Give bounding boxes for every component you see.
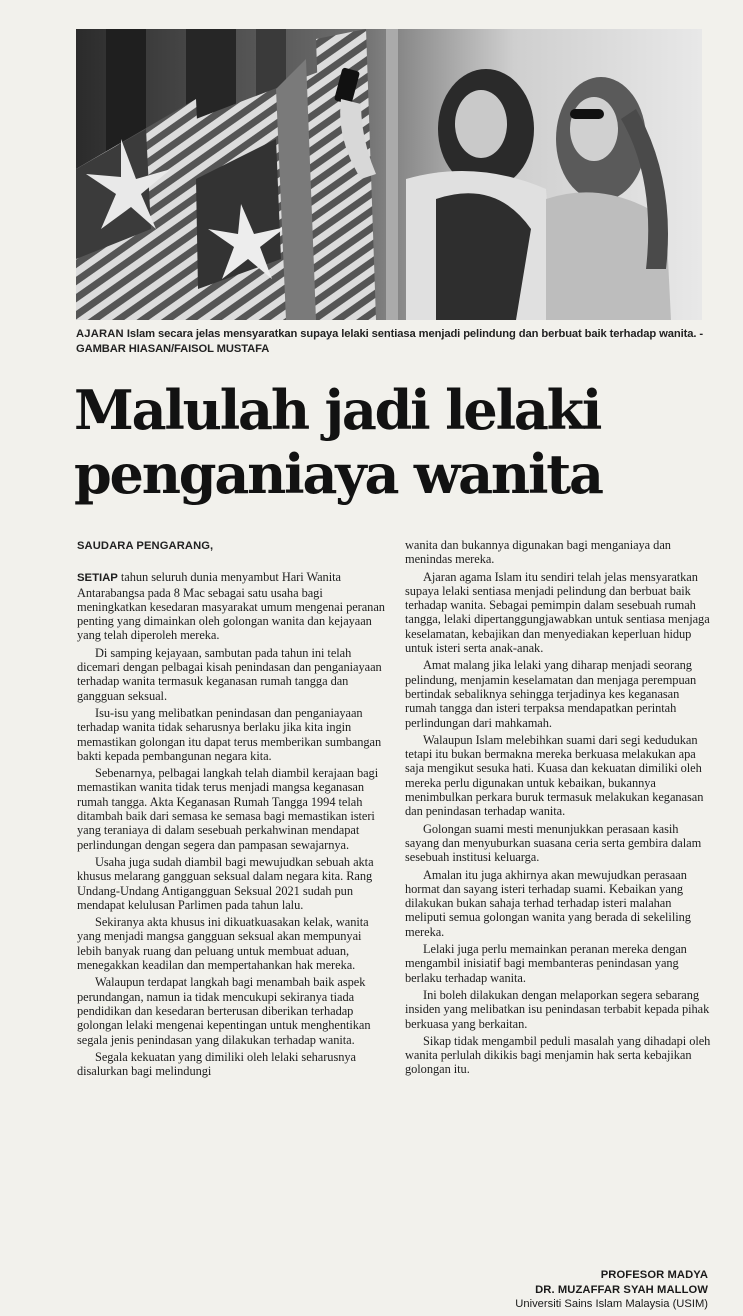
author-signature bbox=[515, 1268, 708, 1312]
author-name: DR. MUZAFFAR SYAH MALLOW bbox=[535, 1283, 708, 1296]
author-affiliation: Universiti Sains Islam Malaysia (USIM) bbox=[515, 1298, 708, 1310]
paragraph: Ini boleh dilakukan dengan melaporkan segera sebarang insiden yang melibatkan isu penindasan terbabit kepada pihak berkuasa yang berkaitan. bbox=[405, 987, 710, 1031]
paragraph: Sebenarnya, pelbagai langkah telah diambil kerajaan bagi memastikan wanita tidak terus menjadi mangsa keganasan rumah tangga. Akta Keganasan Rumah Tangga 1994 telah ditambah baik dari semasa ke semasa bagi memastikan isteri yang teraniaya di dalam sesebuah perkahwinan mendapat perlindungan dengan segera dan pampasan sewajarnya. bbox=[77, 766, 379, 852]
article-photo bbox=[76, 29, 702, 320]
paragraph: Golongan suami mesti menunjukkan perasaan kasih sayang dan menyuburkan suasana ceria serta gembira dalam sesebuah institusi keluarga. bbox=[405, 821, 702, 865]
photo-image bbox=[76, 29, 702, 320]
paragraph: Walaupun Islam melebihkan suami dari segi kedudukan tetapi itu bukan bermakna mereka berkuasa melakukan apa saja mengikut sesuka hati. Kuasa dan kekuatan dimiliki oleh mereka perlu digunakan untuk kebaikan, bukannya menimbulkan perkara buruk termasuk melakukan keganasan dan penindasan terhadap wanita. bbox=[405, 732, 704, 819]
caption-text: Islam secara jelas mensyaratkan supaya lelaki sentiasa menjadi pelindung dan berbuat baik terhadap wanita. - GAMBAR HIASAN/FAISOL MUSTAFA bbox=[76, 328, 703, 355]
paragraph: Isu-isu yang melibatkan penindasan dan penganiayaan terhadap wanita tidak seharusnya berlaku jika kita ingin memastikan golongan itu dapat terus memberikan sumbangan bakti kepada pembangunan negara kita. bbox=[77, 705, 382, 763]
paragraph: Amalan itu juga akhirnya akan mewujudkan perasaan hormat dan sayang isteri terhadap suami. Kebaikan yang dilakukan bukan sahaja terhad terhadap isteri malahan meliputi semua golongan wanita yang berada di sekeliling mereka. bbox=[405, 867, 691, 939]
paragraph: Usaha juga sudah diambil bagi mewujudkan sebuah akta khusus melarang gangguan seksual dalam negara kita. Rang Undang-Undang Antigangguan Seksual 2021 sudah pun mendapat kelulusan Parlimen pada tahun lalu. bbox=[77, 854, 374, 912]
paragraph: Sekiranya akta khusus ini dikuatkuasakan kelak, wanita yang menjadi mangsa gangguan seksual akan mempunyai lebih banyak ruang dan peluang untuk membuat aduan, menegakkan keadilan dan mempertahankan hak mereka. bbox=[77, 915, 369, 973]
lead-word: SETIAP bbox=[77, 572, 118, 585]
headline-line-1: Malulah jadi lelaki bbox=[74, 378, 601, 442]
paragraph: Sikap tidak mengambil peduli masalah yang dihadapi oleh wanita perlulah dikikis bagi menjamin hak serta kebajikan golongan itu. bbox=[405, 1033, 711, 1077]
salutation: SAUDARA PENGARANG, bbox=[77, 540, 214, 552]
headline-line-2: penganiaya wanita bbox=[74, 442, 602, 506]
paragraph-text: tahun seluruh dunia menyambut Hari Wanita Antarabangsa pada 8 Mac sebagai satu usaha bagi meningkatkan kesedaran masyarakat umum mengenai peranan penting yang dimainkan oleh golongan wanita dan kejayaan yang telah diperoleh mereka. bbox=[77, 570, 385, 643]
author-title: PROFESOR MADYA bbox=[600, 1269, 708, 1281]
paragraph: Lelaki juga perlu memainkan peranan mereka dengan mengambil inisiatif bagi membanteras penindasan yang berlaku terhadap wanita. bbox=[405, 942, 687, 985]
headline bbox=[74, 378, 714, 506]
paragraph: Segala kekuatan yang dimiliki oleh lelaki seharusnya disalurkan bagi melindungi bbox=[77, 1049, 356, 1079]
paragraph bbox=[77, 570, 385, 642]
paragraph: Ajaran agama Islam itu sendiri telah jelas mensyaratkan supaya lelaki sentiasa menjadi pelindung dan berbuat baik terhadap wanita. Sebagai pemimpin dalam sesebuah rumah tangga, lelaki dipertanggungjawabkan untuk sentiasa menjaga keselamatan, kebajikan dan menyediakan keperluan hidup untuk isteri serta anak-anak. bbox=[405, 569, 710, 656]
paragraph: Di samping kejayaan, sambutan pada tahun ini telah dicemari dengan pelbagai kisah penindasan dan penganiayaan terhadap wanita termasuk keganasan rumah tangga dan gangguan seksual. bbox=[77, 645, 382, 703]
right-column bbox=[405, 538, 713, 1080]
paragraph: Amat malang jika lelaki yang diharap menjadi seorang pelindung, menjamin keselamatan dan menjaga perempuan bertindak sebaliknya sehingga terjadinya kes keganasan rumah tangga dan isteri terpaksa mendapatkan perintah perlindungan dari mahkamah. bbox=[405, 658, 697, 730]
paragraph: wanita dan bukannya digunakan bagi menganiaya dan menindas mereka. bbox=[405, 538, 671, 567]
left-column bbox=[77, 539, 385, 1081]
photo-caption bbox=[76, 327, 716, 356]
paragraph: Walaupun terdapat langkah bagi menambah baik aspek perundangan, namun ia tidak mencukupi sekiranya tiada pendidikan dan kesedaran berterusan diberikan terhadap golongan lelaki mengenai kepentingan untuk menghentikan segala jenis penindasan yang dilakukan terhadap wanita. bbox=[77, 975, 371, 1047]
caption-lead: AJARAN bbox=[76, 328, 124, 340]
